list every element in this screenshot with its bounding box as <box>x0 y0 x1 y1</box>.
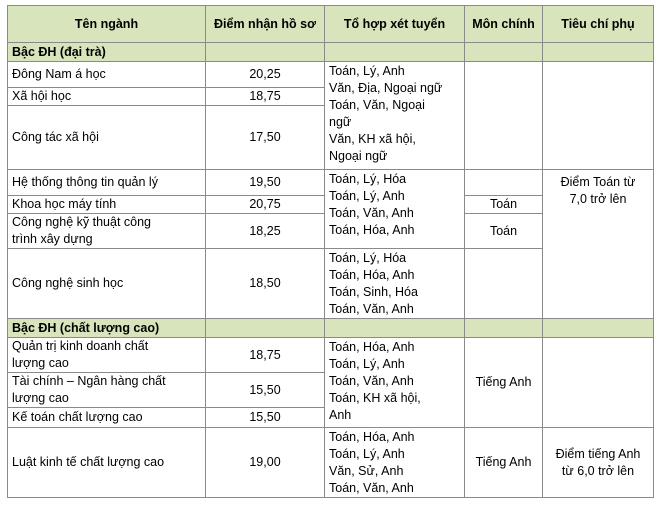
combination-cell <box>325 62 465 170</box>
extra-criteria-cell <box>543 62 654 170</box>
combo-line: Toán, Lý, Anh <box>329 447 405 461</box>
combination-cell <box>325 338 465 428</box>
major-cell: Kế toán chất lượng cao <box>8 408 206 428</box>
score-cell: 20,75 <box>206 196 325 214</box>
combo-line: Toán, Văn, Anh <box>329 374 414 388</box>
major-cell: Xã hội học <box>8 88 206 106</box>
section-row <box>8 319 654 338</box>
extra-criteria-cell <box>543 338 654 428</box>
combo-line: Ngoại ngữ <box>329 149 388 163</box>
combo-line: Toán, Sinh, Hóa <box>329 285 418 299</box>
major-line: Quản trị kinh doanh chất <box>12 339 149 353</box>
major-line: Tài chính – Ngân hàng chất <box>12 374 166 388</box>
major-line: lượng cao <box>12 356 69 370</box>
score-cell: 18,50 <box>206 249 325 319</box>
header-extra-criteria: Tiêu chí phụ <box>543 6 654 43</box>
main-subject-cell <box>465 62 543 170</box>
combo-line: Toán, Hóa, Anh <box>329 223 415 237</box>
score-cell: 17,50 <box>206 106 325 170</box>
combo-line: Anh <box>329 408 352 422</box>
combo-line: Toán, Văn, Anh <box>329 302 414 316</box>
header-row <box>8 6 654 43</box>
section-title: Bậc ĐH (chất lượng cao) <box>8 319 206 338</box>
score-cell: 18,75 <box>206 338 325 373</box>
extra-line: Điểm tiếng Anh <box>555 446 641 461</box>
main-subject-cell: Toán <box>465 214 543 249</box>
score-cell: 18,75 <box>206 88 325 106</box>
combo-line: Văn, Sử, Anh <box>329 464 404 478</box>
combo-line: Toán, Văn, Anh <box>329 206 414 220</box>
major-cell <box>8 214 206 249</box>
header-combination: Tổ hợp xét tuyển <box>325 6 465 43</box>
combo-line: Toán, KH xã hội, <box>329 391 421 405</box>
main-subject-cell: Toán <box>465 196 543 214</box>
table-row <box>8 428 654 498</box>
major-line: trình xây dựng <box>12 232 93 246</box>
table-row <box>8 338 654 373</box>
combo-line: Toán, Lý, Anh <box>329 357 405 371</box>
main-subject-cell <box>465 249 543 319</box>
major-line: lượng cao <box>12 391 69 405</box>
score-cell: 18,25 <box>206 214 325 249</box>
combo-line: ngữ <box>329 115 352 129</box>
major-cell: Công nghệ sinh học <box>8 249 206 319</box>
major-cell: Hệ thống thông tin quản lý <box>8 170 206 196</box>
combo-line: Toán, Hóa, Anh <box>329 268 415 282</box>
extra-criteria-cell <box>543 170 654 319</box>
combo-line: Toán, Hóa, Anh <box>329 340 415 354</box>
extra-line: Điểm Toán từ <box>560 175 636 189</box>
admission-table <box>7 5 654 498</box>
score-cell: 15,50 <box>206 408 325 428</box>
combo-line: Toán, Văn, Anh <box>329 481 414 495</box>
major-cell <box>8 338 206 373</box>
major-cell: Công tác xã hội <box>8 106 206 170</box>
score-cell: 19,00 <box>206 428 325 498</box>
score-cell: 19,50 <box>206 170 325 196</box>
table-row <box>8 170 654 196</box>
section-title: Bậc ĐH (đại trà) <box>8 43 206 62</box>
combo-line: Văn, Địa, Ngoại ngữ <box>329 81 443 95</box>
combo-line: Toán, Văn, Ngoại <box>329 98 425 112</box>
extra-line: từ 6,0 trở lên <box>561 463 635 478</box>
table-row <box>8 62 654 88</box>
major-line: Công nghệ kỹ thuật công <box>12 215 151 229</box>
score-cell: 15,50 <box>206 373 325 408</box>
major-cell: Đông Nam á học <box>8 62 206 88</box>
combo-line: Toán, Lý, Hóa <box>329 251 407 265</box>
major-cell: Khoa học máy tính <box>8 196 206 214</box>
combo-line: Văn, KH xã hội, <box>329 132 416 146</box>
main-subject-cell: Tiếng Anh <box>465 338 543 428</box>
score-cell: 20,25 <box>206 62 325 88</box>
major-cell: Luật kinh tế chất lượng cao <box>8 428 206 498</box>
combo-line: Toán, Lý, Anh <box>329 64 405 78</box>
extra-criteria-cell <box>543 428 654 498</box>
combination-cell <box>325 249 465 319</box>
section-row <box>8 43 654 62</box>
main-subject-cell <box>465 170 543 196</box>
combination-cell <box>325 170 465 249</box>
combo-line: Toán, Hóa, Anh <box>329 430 415 444</box>
combination-cell <box>325 428 465 498</box>
header-main-subject: Môn chính <box>465 6 543 43</box>
extra-line: 7,0 trở lên <box>569 192 627 206</box>
header-score: Điểm nhận hồ sơ <box>206 6 325 43</box>
combo-line: Toán, Lý, Hóa <box>329 172 407 186</box>
major-cell <box>8 373 206 408</box>
header-major: Tên ngành <box>8 6 206 43</box>
combo-line: Toán, Lý, Anh <box>329 189 405 203</box>
main-subject-cell: Tiếng Anh <box>465 428 543 498</box>
